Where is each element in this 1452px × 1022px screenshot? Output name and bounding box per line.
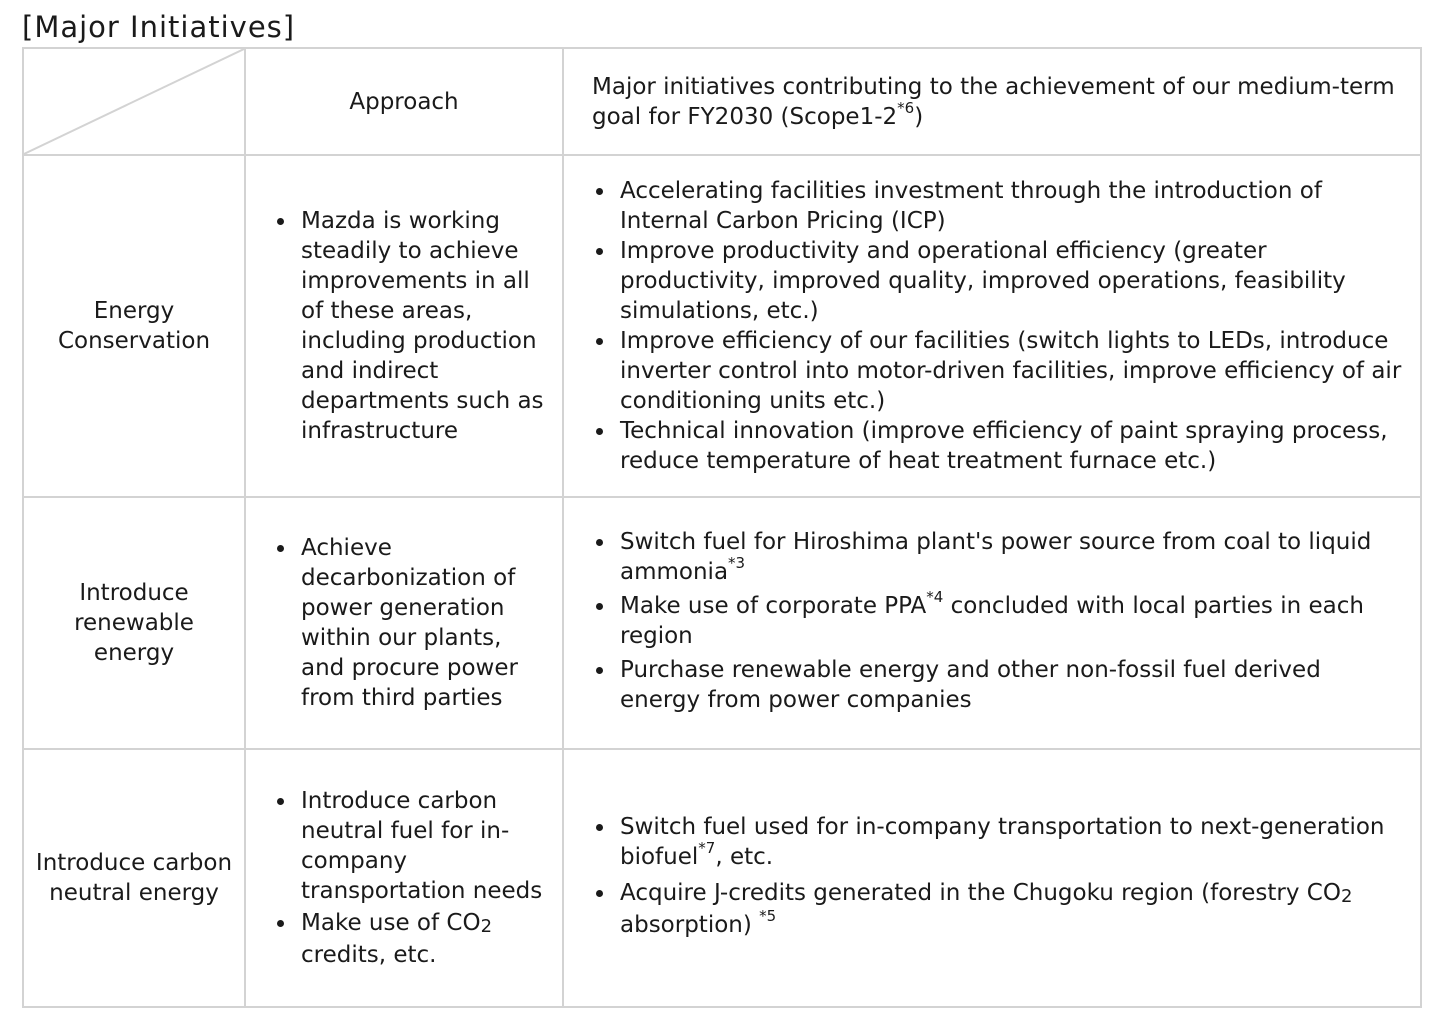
list-item [588, 655, 1404, 715]
list-item [588, 812, 1404, 874]
footnote-mark: *5 [759, 907, 777, 926]
initiatives-list [588, 812, 1404, 940]
list-item [588, 588, 1404, 651]
table-row-energy-conservation [23, 155, 1421, 497]
initiatives-list [588, 176, 1404, 476]
item-text-after: credits, etc. [301, 942, 437, 968]
initiatives-cell [563, 749, 1421, 1007]
list-item: Accelerating facilities investment through the introduction of Internal Carbon Pricing (ICP) [588, 176, 1404, 236]
item-text: Acquire J-credits generated in the Chugoku region (forestry CO [620, 880, 1341, 906]
table-header-row [23, 48, 1421, 155]
list-item: Achieve decarbonization of power generation within our plants, and procure power from third parties [269, 533, 550, 713]
list-item [269, 908, 550, 970]
approach-list [269, 786, 550, 970]
list-item: Technical innovation (improve efficiency of paint spraying process, reduce temperature of heat treatment furnace etc.) [588, 416, 1404, 476]
list-item: Improve efficiency of our facilities (switch lights to LEDs, introduce inverter control into motor-driven facilities, improve efficiency of air conditioning units etc.) [588, 326, 1404, 416]
category-cell: Energy Conservation [23, 155, 245, 497]
list-item: Mazda is working steadily to achieve improvements in all of these areas, including production and indirect departments such as infrastructure [269, 206, 550, 446]
table-row-renewable-energy [23, 497, 1421, 749]
approach-list [269, 206, 550, 446]
item-text-tail: absorption) [620, 912, 760, 938]
category-cell: Introduce renewable energy [23, 497, 245, 749]
item-text: Switch fuel for Hiroshima plant's power source from coal to liquid ammonia [620, 529, 1372, 585]
footnote-mark: *7 [698, 839, 716, 858]
item-text: Switch fuel used for in-company transportation to next-generation biofuel [620, 814, 1385, 870]
list-item: Improve productivity and operational efficiency (greater productivity, improved quality, improved operations, feasibility simulations, etc.) [588, 236, 1404, 326]
item-text-after: , etc. [715, 844, 774, 870]
initiatives-list [588, 527, 1404, 715]
initiatives-header-note: *6 [897, 98, 915, 117]
initiatives-header-close: ) [914, 103, 924, 130]
initiatives-table [22, 47, 1422, 1008]
item-text: Make use of corporate PPA [620, 593, 927, 619]
footnote-mark: *3 [728, 554, 746, 573]
subscript: 2 [1340, 886, 1353, 907]
diagonal-divider [24, 49, 244, 154]
approach-cell [245, 749, 563, 1007]
list-item [269, 786, 550, 908]
list-item [588, 878, 1404, 940]
section-title: [Major Initiatives] [22, 10, 296, 44]
initiatives-header-text: Major initiatives contributing to the achievement of our medium-term goal for FY2030 (Scope1-2 [592, 73, 1395, 130]
footnote-mark: *4 [926, 588, 944, 607]
approach-cell [245, 155, 563, 497]
corner-header-cell [23, 48, 245, 155]
item-text: Make use of CO [301, 910, 481, 936]
subscript: 2 [480, 916, 493, 937]
item-text: Purchase renewable energy and other non-fossil fuel derived energy from power companies [620, 657, 1321, 713]
list-item [588, 527, 1404, 587]
approach-cell [245, 497, 563, 749]
category-cell: Introduce carbon neutral energy [23, 749, 245, 1007]
approach-header: Approach [245, 48, 563, 155]
initiatives-header [563, 48, 1421, 155]
item-text: Introduce carbon neutral fuel for in-company transportation needs [301, 788, 543, 904]
table-row-carbon-neutral-energy [23, 749, 1421, 1007]
initiatives-cell [563, 155, 1421, 497]
approach-list [269, 533, 550, 713]
initiatives-cell [563, 497, 1421, 749]
item-text-after: concluded with local parties in each region [620, 593, 1364, 649]
